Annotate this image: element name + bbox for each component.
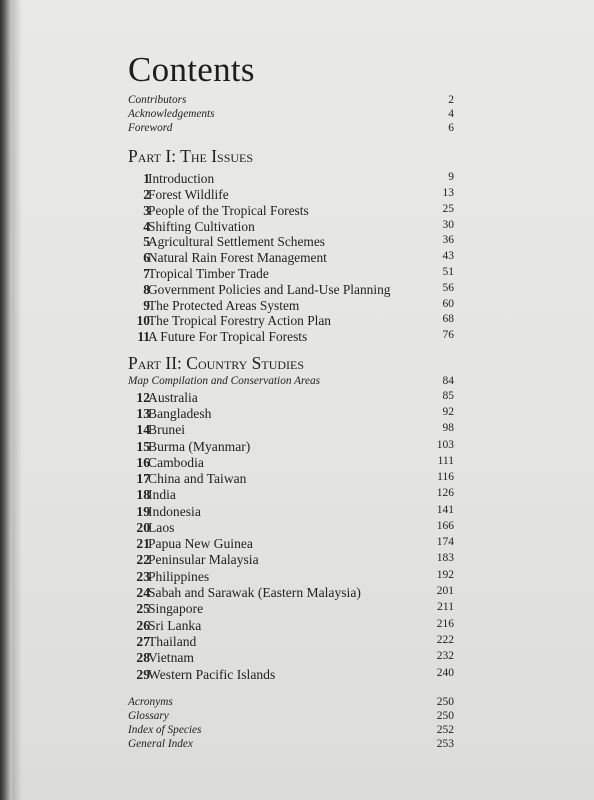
toc-chapter [12,601,594,617]
chapter-number: 2 [143,187,150,202]
chapter-title: Western Pacific Islands [148,667,276,682]
chapter-number: 10 [136,313,150,328]
toc-chapter [12,203,594,219]
chapter-title: Forest Wildlife [148,187,229,202]
chapter-number: 11 [137,329,150,344]
chapter-page: 174 [436,536,454,548]
chapter-title: China and Taiwan [148,471,247,486]
entry-page: 4 [448,108,454,120]
chapter-number: 8 [143,282,150,297]
toc-entry-general-index [12,738,594,754]
chapter-title: Indonesia [148,504,201,519]
toc-chapter [12,439,594,455]
toc-chapter [12,650,594,666]
chapter-title: Peninsular Malaysia [148,552,259,567]
chapter-title: Introduction [148,171,215,186]
chapter-page: 216 [436,618,454,630]
chapter-title: Thailand [148,634,197,649]
chapter-page: 111 [437,455,454,467]
chapter-page: 222 [436,634,454,646]
chapter-number: 17 [136,471,150,486]
entry-label: Glossary [128,710,169,722]
toc-chapter [12,313,594,329]
chapter-number: 26 [136,618,150,633]
toc-chapter [12,171,594,187]
toc-chapter [12,390,594,406]
chapter-page: 43 [442,250,454,262]
toc-chapter [12,329,594,345]
chapter-page: 85 [442,390,454,402]
entry-page: 250 [436,696,454,708]
chapter-title: Shifting Cultivation [148,219,255,234]
toc-chapter [12,536,594,552]
chapter-title: Singapore [148,601,204,616]
toc-chapter [12,667,594,683]
chapter-number: 21 [136,536,150,551]
chapter-page: 141 [436,504,454,516]
toc-entry-map-compilation [12,375,594,391]
chapter-page: 56 [442,282,454,294]
chapter-number: 15 [136,439,150,454]
chapter-number: 14 [136,422,150,437]
toc-chapter [12,187,594,203]
toc-chapter [12,406,594,422]
chapter-number: 24 [136,585,150,600]
chapter-title: Cambodia [148,455,204,470]
chapter-page: 98 [442,422,454,434]
entry-label: Acronyms [128,696,173,708]
chapter-page: 232 [436,650,454,662]
entry-page: 6 [448,122,454,134]
toc-chapter [12,266,594,282]
chapter-page: 240 [436,667,454,679]
chapter-title: Agricultural Settlement Schemes [148,234,326,249]
chapter-number: 4 [143,219,150,234]
toc-chapter [12,455,594,471]
chapter-page: 183 [436,552,454,564]
toc-chapter [12,520,594,536]
chapter-page: 30 [442,219,454,231]
chapter-title: Brunei [148,422,185,437]
chapter-page: 116 [437,471,454,483]
entry-label: Contributors [128,94,187,106]
chapter-number: 19 [136,504,150,519]
entry-label: Acknowledgements [128,108,215,120]
part-2-heading: Part II: Country Studies [128,353,305,373]
chapter-number: 23 [136,569,150,584]
chapter-title: The Protected Areas System [148,298,300,313]
toc-chapter [12,487,594,503]
entry-page: 253 [436,738,454,750]
chapter-page: 126 [436,487,454,499]
chapter-title: Philippines [148,569,210,584]
chapter-number: 3 [143,203,150,218]
chapter-title: Vietnam [148,650,194,665]
chapter-title: Government Policies and Land-Use Planning [148,282,391,297]
chapter-number: 9 [143,298,150,313]
toc-chapter [12,471,594,487]
toc-chapter [12,552,594,568]
chapter-number: 16 [136,455,150,470]
chapter-number: 25 [136,601,150,616]
chapter-title: Tropical Timber Trade [148,266,269,281]
chapter-page: 25 [442,203,454,215]
entry-label: Index of Species [128,724,202,736]
chapter-title: A Future For Tropical Forests [148,329,308,344]
chapter-page: 60 [442,298,454,310]
chapter-page: 201 [436,585,454,597]
chapter-title: People of the Tropical Forests [148,203,309,218]
chapter-page: 68 [442,313,454,325]
toc-chapter [12,219,594,235]
toc-chapter [12,585,594,601]
chapter-title: India [148,487,176,502]
chapter-number: 18 [136,487,150,502]
toc-chapter [12,569,594,585]
book-page [12,0,594,800]
entry-page: 2 [448,94,454,106]
toc-chapter [12,634,594,650]
chapter-title: Bangladesh [148,406,212,421]
chapter-title: Papua New Guinea [148,536,253,551]
chapter-page: 92 [442,406,454,418]
chapter-page: 166 [436,520,454,532]
chapter-title: Sri Lanka [148,618,202,633]
toc-chapter [12,234,594,250]
chapter-page: 36 [442,234,454,246]
page-title: Contents [128,50,255,89]
chapter-number: 5 [143,234,150,249]
entry-page: 250 [436,710,454,722]
chapter-title: Burma (Myanmar) [148,439,251,454]
chapter-number: 22 [136,552,150,567]
chapter-number: 13 [136,406,150,421]
toc-chapter [12,422,594,438]
chapter-page: 51 [442,266,454,278]
chapter-page: 192 [436,569,454,581]
chapter-page: 211 [437,601,454,613]
chapter-number: 12 [136,390,150,405]
toc-chapter [12,618,594,634]
chapter-number: 1 [143,171,150,186]
chapter-number: 28 [136,650,150,665]
chapter-number: 29 [136,667,150,682]
chapter-number: 27 [136,634,150,649]
toc-entry-foreword [12,122,594,138]
chapter-number: 20 [136,520,150,535]
toc-chapter [12,250,594,266]
chapter-title: Australia [148,390,198,405]
chapter-title: The Tropical Forestry Action Plan [148,313,331,328]
chapter-title: Natural Rain Forest Management [148,250,327,265]
entry-label: Map Compilation and Conservation Areas [128,375,321,387]
toc-chapter [12,298,594,314]
chapter-number: 7 [143,266,150,281]
toc-chapter [12,282,594,298]
chapter-page: 76 [442,329,454,341]
chapter-number: 6 [143,250,150,265]
chapter-page: 103 [436,439,454,451]
entry-label: General Index [128,738,193,750]
entry-page: 84 [442,375,454,387]
chapter-page: 9 [448,171,454,183]
part-1-heading: Part I: The Issues [128,146,254,166]
entry-page: 252 [436,724,454,736]
toc-chapter [12,504,594,520]
chapter-title: Sabah and Sarawak (Eastern Malaysia) [148,585,361,600]
chapter-page: 13 [442,187,454,199]
entry-label: Foreword [128,122,173,134]
chapter-title: Laos [148,520,175,535]
